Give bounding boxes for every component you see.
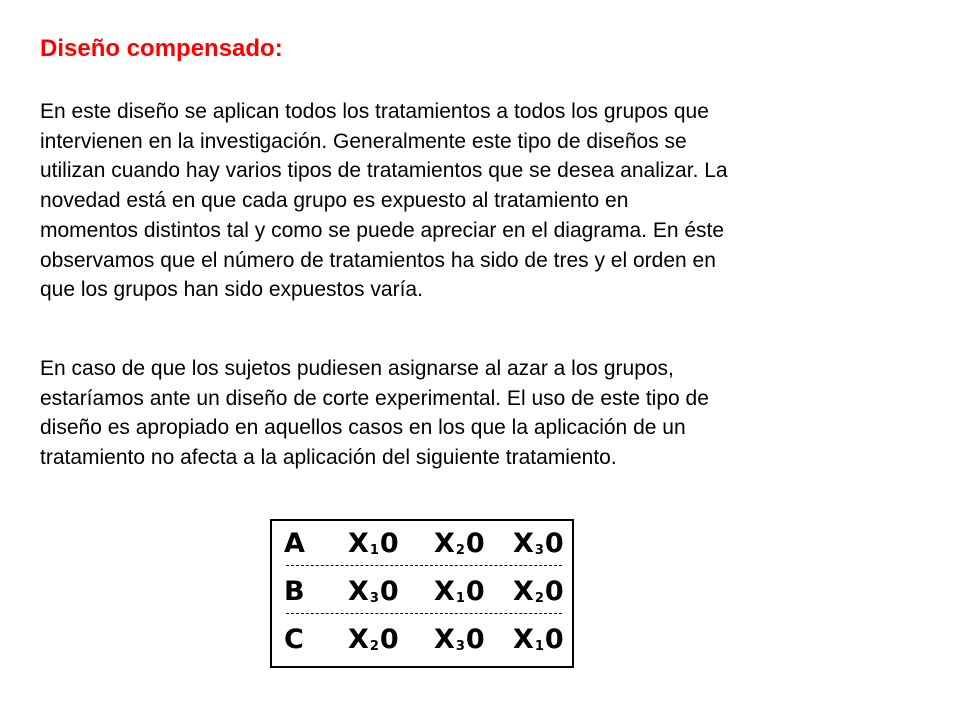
- treatment-cell: [348, 529, 399, 564]
- observation-mark: 0: [379, 624, 399, 655]
- observation-mark: 0: [379, 576, 399, 607]
- paragraph-line: observamos que el número de tratamientos ha sido de tres y el orden en: [40, 248, 716, 272]
- treatment-x: X: [513, 528, 534, 559]
- paragraph-line: tratamiento no afecta a la aplicación del siguiente tratamiento.: [40, 446, 617, 470]
- treatment-x: X: [348, 528, 369, 559]
- slide-title: Diseño compensado:: [40, 35, 283, 62]
- observation-mark: 0: [465, 576, 485, 607]
- row-divider: [286, 613, 562, 614]
- treatment-x: X: [513, 576, 534, 607]
- group-label: C: [284, 624, 304, 655]
- observation-mark: 0: [465, 624, 485, 655]
- design-diagram: [270, 519, 574, 668]
- treatment-x: X: [513, 624, 534, 655]
- treatment-cell: [434, 529, 485, 564]
- treatment-number: 3: [455, 639, 465, 654]
- paragraph-line: diseño es apropiado en aquellos casos en los que la aplicación de un: [40, 416, 686, 440]
- observation-mark: 0: [544, 528, 564, 559]
- paragraph-random-assignment: [40, 354, 709, 473]
- paragraph-line: En caso de que los sujetos pudiesen asignarse al azar a los grupos,: [40, 357, 674, 380]
- paragraph-line: intervienen en la investigación. Generalmente este tipo de diseños se: [40, 129, 687, 153]
- treatment-x: X: [434, 576, 455, 607]
- observation-mark: 0: [379, 528, 399, 559]
- treatment-number: 1: [369, 543, 379, 558]
- paragraph-line: estaríamos ante un diseño de corte experimental. El uso de este tipo de: [40, 386, 709, 410]
- observation-mark: 0: [544, 624, 564, 655]
- treatment-number: 2: [455, 543, 465, 558]
- observation-mark: 0: [544, 576, 564, 607]
- treatment-x: X: [348, 576, 369, 607]
- paragraph-line: utilizan cuando hay varios tipos de tratamientos que se desea analizar. La: [40, 159, 728, 183]
- paragraph-line: momentos distintos tal y como se puede apreciar en el diagrama. En éste: [40, 218, 725, 242]
- treatment-x: X: [348, 624, 369, 655]
- treatment-cell: [348, 577, 399, 612]
- row-divider: [286, 565, 562, 566]
- treatment-cell: [513, 625, 564, 660]
- paragraph-line: novedad está en que cada grupo es expuesto al tratamiento en: [40, 189, 629, 213]
- observation-mark: 0: [465, 528, 485, 559]
- treatment-number: 3: [534, 543, 544, 558]
- treatment-cell: [434, 625, 485, 660]
- paragraph-description: [40, 97, 728, 305]
- treatment-cell: [348, 625, 399, 660]
- treatment-x: X: [434, 528, 455, 559]
- paragraph-line: En este diseño se aplican todos los tratamientos a todos los grupos que: [40, 100, 709, 123]
- treatment-number: 2: [534, 591, 544, 606]
- treatment-cell: [434, 577, 485, 612]
- group-label: B: [284, 576, 305, 607]
- treatment-number: 1: [455, 591, 465, 606]
- treatment-number: 3: [369, 591, 379, 606]
- treatment-cell: [513, 529, 564, 564]
- paragraph-line: que los grupos han sido expuestos varía.: [40, 278, 423, 302]
- treatment-number: 1: [534, 639, 544, 654]
- treatment-cell: [513, 577, 564, 612]
- treatment-number: 2: [369, 639, 379, 654]
- group-label: A: [284, 528, 305, 559]
- treatment-x: X: [434, 624, 455, 655]
